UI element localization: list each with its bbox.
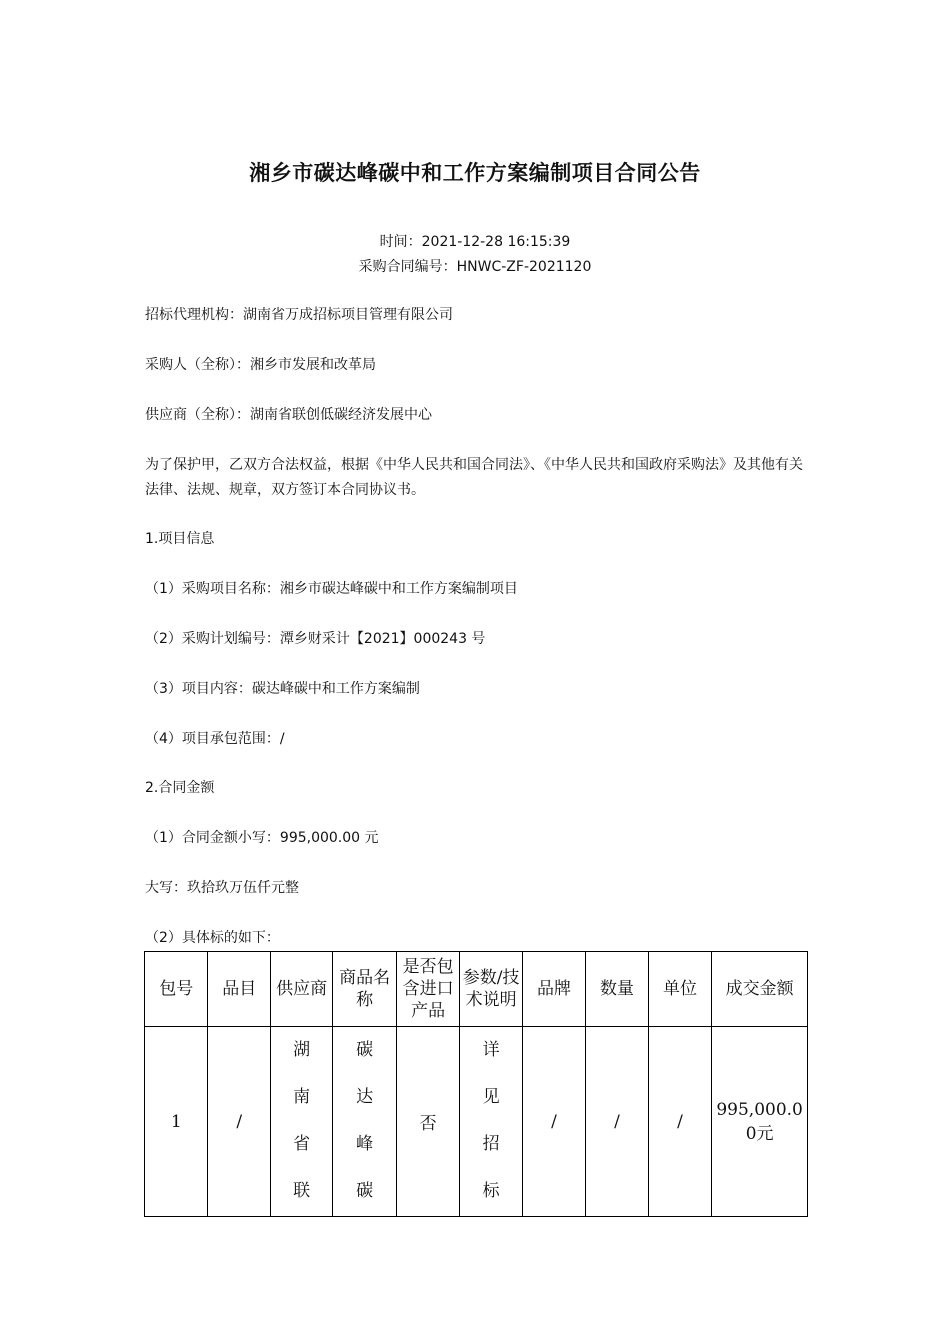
cell-amount: 995,000.00元 — [712, 1027, 808, 1217]
header-cell: 商品名称 — [333, 952, 396, 1027]
section-contract-amount: 2.合同金额 — [145, 780, 215, 796]
cell-package-no: 1 — [145, 1027, 208, 1217]
header-cell: 单位 — [648, 952, 711, 1027]
agency-line: 招标代理机构：湖南省万成招标项目管理有限公司 — [145, 307, 453, 323]
cell-spec: 详见招标 — [460, 1027, 522, 1217]
header-cell: 数量 — [586, 952, 648, 1027]
publish-time: 时间：2021-12-28 16:15:39 — [379, 234, 571, 250]
section-project-info: 1.项目信息 — [145, 531, 215, 547]
header-cell: 成交金额 — [712, 952, 808, 1027]
cell-supplier: 湖南省联 — [270, 1027, 332, 1217]
table-row — [145, 1027, 808, 1217]
contract-number: 采购合同编号：HNWC-ZF-2021120 — [358, 259, 592, 275]
header-cell: 品目 — [208, 952, 270, 1027]
cell-imported: 否 — [396, 1027, 459, 1217]
project-name-line: （1）采购项目名称：湘乡市碳达峰碳中和工作方案编制项目 — [145, 581, 518, 597]
page-title: 湘乡市碳达峰碳中和工作方案编制项目合同公告 — [249, 161, 701, 185]
header-cell: 包号 — [145, 952, 208, 1027]
supplier-line: 供应商（全称）：湖南省联创低碳经济发展中心 — [145, 407, 432, 423]
header-cell: 品牌 — [522, 952, 585, 1027]
header-cell: 是否包含进口产品 — [396, 952, 459, 1027]
cell-brand: / — [522, 1027, 585, 1217]
cell-unit: / — [648, 1027, 711, 1217]
purchaser-line: 采购人（全称）：湘乡市发展和改革局 — [145, 357, 376, 373]
detail-intro-line: （2）具体标的如下： — [145, 930, 280, 946]
cell-product-name: 碳达峰碳 — [333, 1027, 396, 1217]
amount-capital-line: 大写：玖拾玖万伍仟元整 — [145, 880, 299, 896]
cell-category: / — [208, 1027, 270, 1217]
project-content-line: （3）项目内容：碳达峰碳中和工作方案编制 — [145, 681, 420, 697]
project-scope-line: （4）项目承包范围：/ — [145, 731, 285, 747]
item-table — [144, 951, 808, 1217]
amount-small-line: （1）合同金额小写：995,000.00 元 — [145, 830, 379, 846]
plan-number-line: （2）采购计划编号：潭乡财采计【2021】000243 号 — [145, 631, 486, 647]
table-header-row — [145, 952, 808, 1027]
header-cell: 参数/技术说明 — [460, 952, 522, 1027]
header-cell: 供应商 — [270, 952, 332, 1027]
cell-quantity: / — [586, 1027, 648, 1217]
intro-paragraph: 为了保护甲，乙双方合法权益，根据《中华人民共和国合同法》、《中华人民共和国政府采购法》及其他有关法律、法规、规章，双方签订本合同协议书。 — [145, 457, 803, 498]
